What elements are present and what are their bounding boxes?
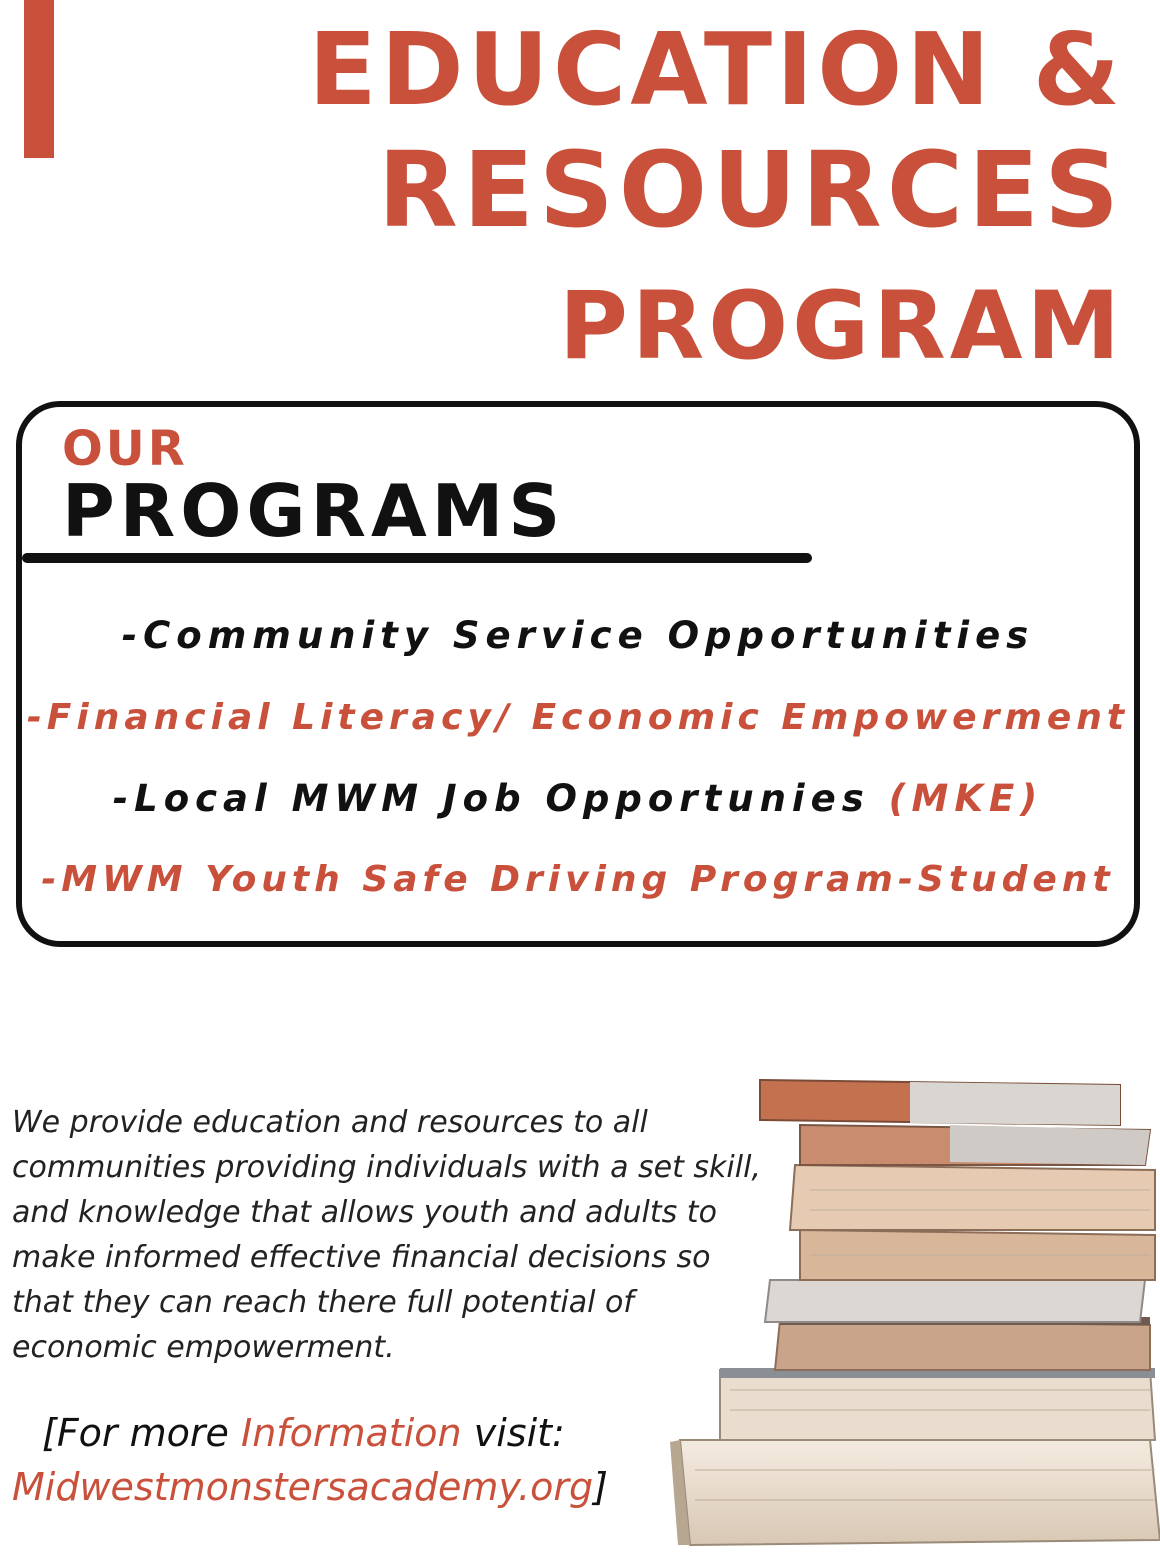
- cta-line-1: [12, 1406, 692, 1460]
- website-link[interactable]: Midwestmonstersacademy.org: [12, 1465, 594, 1509]
- title-line-1: EDUCATION &: [308, 11, 1124, 128]
- cta-close: ]: [593, 1465, 608, 1509]
- our-label: OUR: [62, 421, 188, 477]
- programs-box: [16, 401, 1140, 947]
- programs-heading: PROGRAMS: [62, 469, 566, 553]
- cta-prefix: [For more: [42, 1411, 229, 1455]
- program-item-financial-literacy: -Financial Literacy/ Economic Empowerment: [26, 697, 1130, 738]
- call-to-action: [12, 1406, 692, 1514]
- description-text: We provide education and resources to all communities providing individuals with a set skill, and knowledge that allows youth and adults to make informed effective financial decisions so that they can reach there full potential of economic empowerment.: [12, 1105, 761, 1365]
- cta-highlight: Information: [241, 1411, 462, 1455]
- program-item-local-jobs-text: -Local MWM Job Opportunies: [112, 777, 870, 820]
- cta-line-2: [12, 1460, 692, 1514]
- program-item-local-jobs: [22, 777, 1134, 820]
- heading-underline: [22, 553, 812, 563]
- program-item-safe-driving: -MWM Youth Safe Driving Program-Student: [41, 859, 1115, 900]
- title-line-2: RESOURCES: [377, 129, 1124, 251]
- title-line-3: PROGRAM: [558, 272, 1124, 381]
- program-item-community-service: -Community Service Opportunities: [121, 614, 1035, 657]
- cta-suffix: visit:: [473, 1411, 565, 1455]
- program-item-local-jobs-suffix: (MKE): [888, 777, 1044, 820]
- accent-bar: [24, 0, 54, 158]
